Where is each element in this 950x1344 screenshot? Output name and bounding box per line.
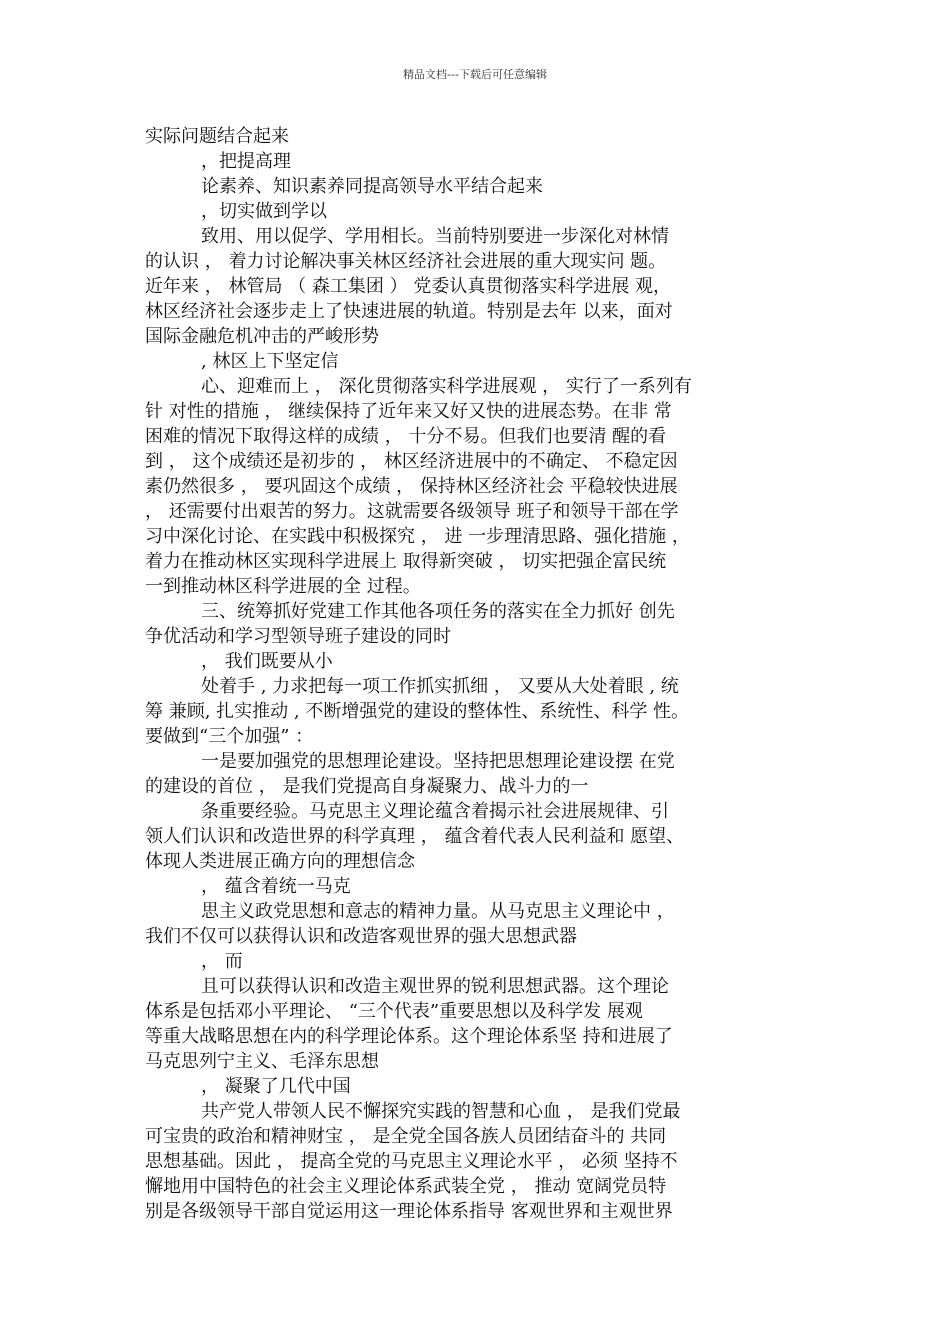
text-line: 论素养、知识素养同提高领导水平结合起来	[201, 176, 543, 197]
text-line: 可宝贵的政治和精神财宝 ， 是全党全国各族人员团结奋斗的 共同	[145, 1126, 667, 1147]
text-line: 一是要加强党的思想理论建设。坚持把思想理论建设摆 在党	[201, 751, 675, 772]
text-line: 习中深化讨论、在实践中积极探究 ， 进 一步理清思路、强化措施 ，	[145, 526, 690, 547]
text-line: 筹 兼顾, 扎实推动 , 不断增强党的建设的整体性、系统性、科学 性。	[145, 701, 690, 722]
text-line: 素仍然很多 ， 要巩固这个成绩 ， 保持林区经济社会 平稳较快进展	[145, 476, 678, 497]
text-line: 一到推动林区科学进展的全 过程。	[145, 576, 421, 597]
text-line: 的建设的首位 ， 是我们党提高自身凝聚力、战斗力的一	[145, 776, 589, 797]
text-line: 近年来 ， 林管局 （ 森工集团 ） 党委认真贯彻落实科学进展 观，	[145, 276, 672, 297]
text-line: , 林区上下坚定信	[201, 351, 339, 372]
text-line: ，把提高理	[201, 151, 291, 172]
text-line: 到 ， 这个成绩还是初步的 ， 林区经济进展中的不确定、 不稳定因	[145, 451, 678, 472]
text-line: 针 对性的措施 ， 继续保持了近年来又好又快的进展态势。在非 常	[145, 401, 672, 422]
text-line: ， 而	[201, 951, 243, 972]
text-line: ， 蕴含着统一马克	[201, 876, 351, 897]
text-line: 困难的情况下取得这样的成绩 ， 十分不易。但我们也要清 醒的看	[145, 426, 667, 447]
text-line: 实际问题结合起来	[145, 126, 289, 147]
text-line: ， 我们既要从小	[201, 651, 333, 672]
text-line: 心、迎难而上 ， 深化贯彻落实科学进展观 ， 实行了一系列有	[201, 376, 692, 397]
body-text	[145, 124, 815, 1224]
text-line: 的认识 ， 着力讨论解决事关林区经济社会进展的重大现实问 题。	[145, 251, 667, 272]
text-line: 体现人类进展正确方向的理想信念	[145, 851, 415, 872]
text-line: 我们不仅可以获得认识和改造客观世界的强大思想武器	[145, 926, 577, 947]
text-line: 争优活动和学习型领导班子建设的同时	[145, 626, 451, 647]
text-line: 别是各级领导干部自觉运用这一理论体系指导 客观世界和主观世界	[145, 1201, 673, 1222]
text-line: 思想基础。因此 ， 提高全党的马克思主义理论水平 ， 必须 坚持不	[145, 1151, 678, 1172]
text-line: 要做到“三个加强” ：	[145, 726, 314, 747]
text-line: 条重要经验。马克思主义理论蕴含着揭示社会进展规律、引	[201, 801, 669, 822]
text-line: 懈地用中国特色的社会主义理论体系武装全党 ， 推动 宽阔党员特	[145, 1176, 667, 1197]
text-line: 着力在推动林区实现科学进展上 取得新突破 ， 切实把强企富民统	[145, 551, 667, 572]
text-line: 致用、用以促学、学用相长。当前特别要进一步深化对林情	[201, 226, 669, 247]
text-line: 思主义政党思想和意志的精神力量。从马克思主义理论中 ，	[201, 901, 675, 922]
text-line: ，切实做到学以	[201, 201, 327, 222]
text-line: 且可以获得认识和改造主观世界的锐利思想武器。这个理论	[201, 976, 669, 997]
text-line: 三、统筹抓好党建工作其他各项任务的落实在全力抓好 创先	[201, 601, 675, 622]
text-line: ， 凝聚了几代中国	[201, 1076, 351, 1097]
page-header: 精品文档---下载后可任意编辑	[403, 68, 547, 81]
text-line: ， 还需要付出艰苦的努力。这就需要各级领导 班子和领导干部在学	[145, 501, 679, 522]
text-line: 体系是包括邓小平理论、 “三个代表”重要思想以及科学发 展观	[145, 1001, 643, 1022]
text-line: 处着手 , 力求把每一项工作抓实抓细 ， 又要从大处着眼 , 统	[201, 676, 679, 697]
text-line: 领人们认识和改造世界的科学真理 ， 蕴含着代表人民利益和 愿望、	[145, 826, 685, 847]
text-line: 等重大战略思想在内的科学理论体系。这个理论体系坚 持和进展了	[145, 1026, 673, 1047]
text-line: 共产党人带领人民不懈探究实践的智慧和心血 ， 是我们党最	[201, 1101, 681, 1122]
text-line: 马克思列宁主义、毛泽东思想	[145, 1051, 379, 1072]
text-line: 国际金融危机冲击的严峻形势	[145, 326, 379, 347]
text-line: 林区经济社会逐步走上了快速进展的轨道。特别是去年 以来，面对	[145, 301, 673, 322]
